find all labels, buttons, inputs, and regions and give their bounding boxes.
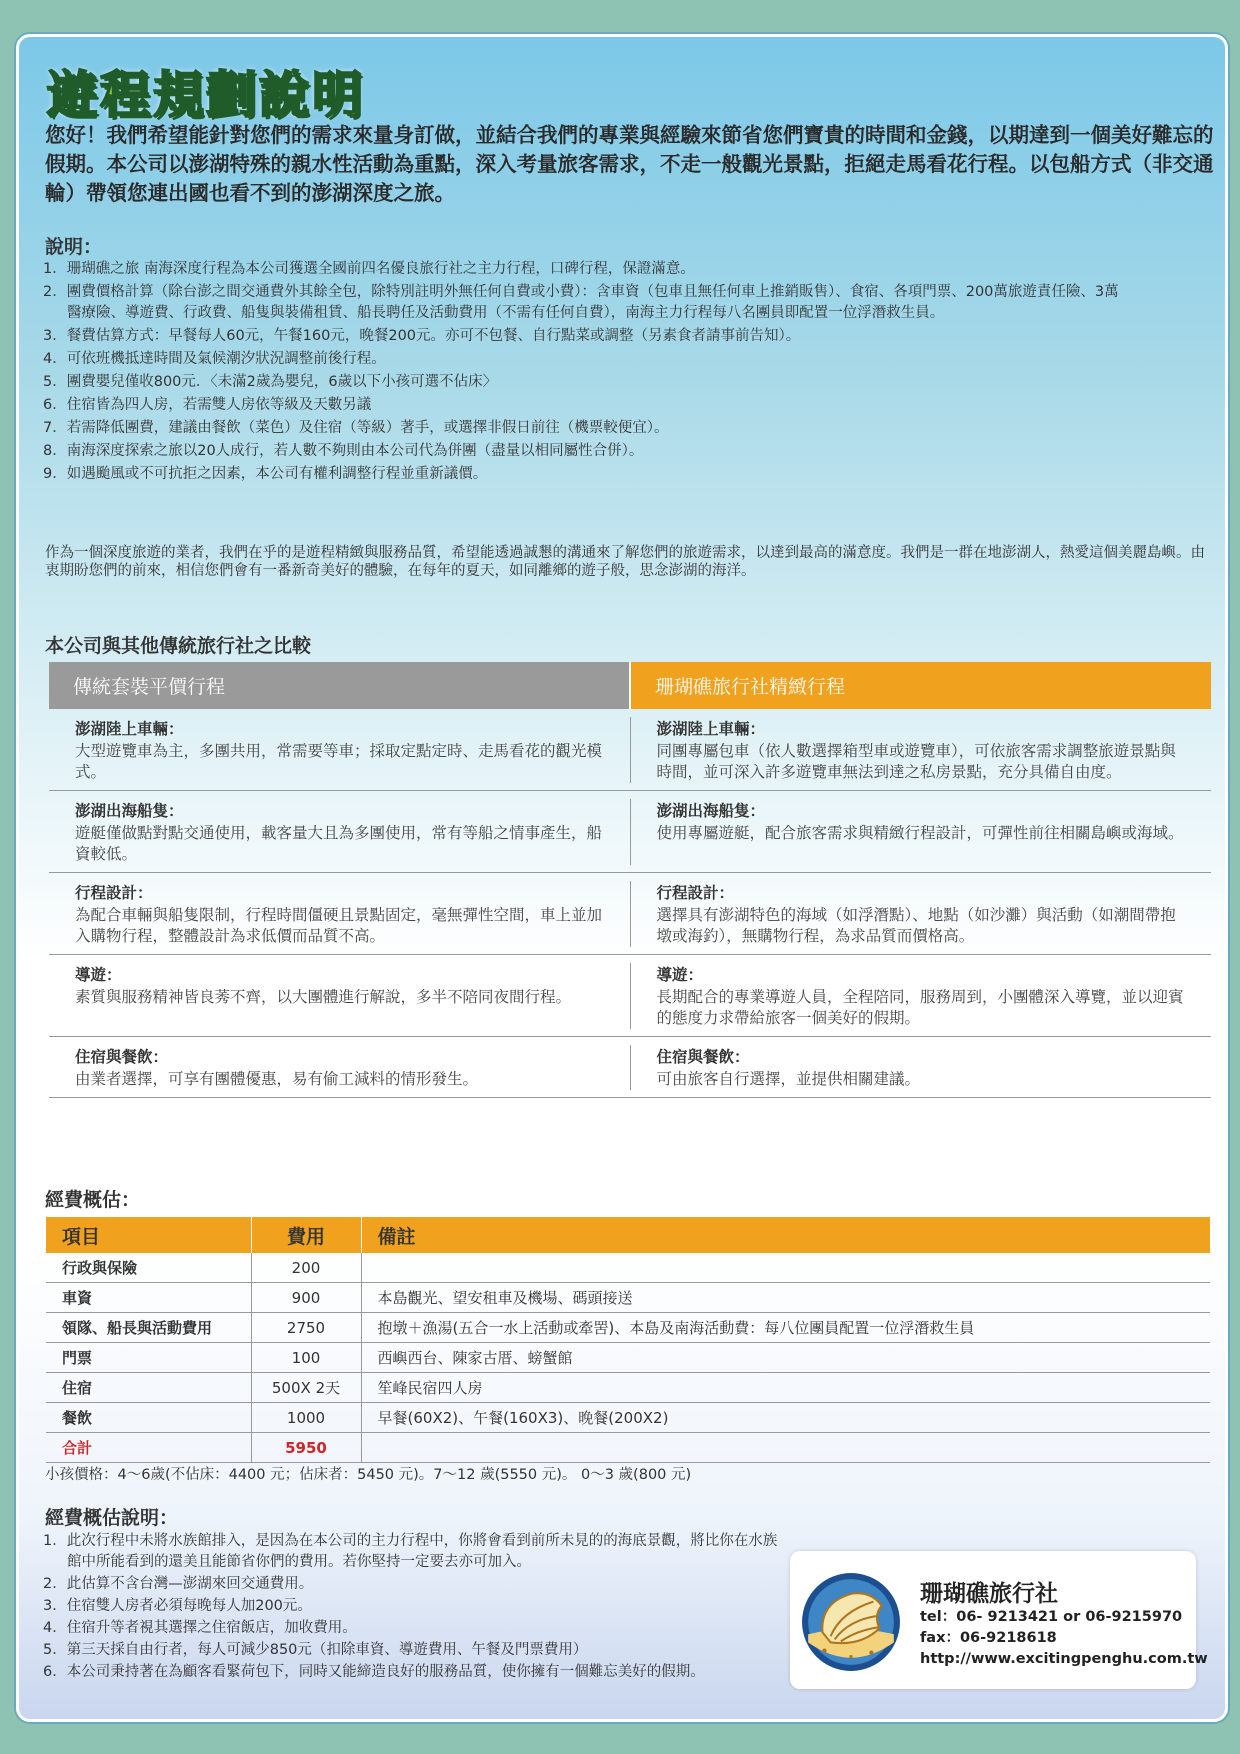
traditional-cell [49, 1045, 631, 1090]
cost-fee: 1000 [251, 1403, 361, 1433]
cell-title: 導遊： [75, 966, 122, 984]
cost-note: 笙峰民宿四人房 [361, 1373, 1210, 1403]
cost-note [361, 1253, 1210, 1283]
cost-note: 早餐(60X2)、午餐(160X3)、晚餐(200X2) [361, 1403, 1210, 1433]
list-item: 8．南海深度探索之旅以20人成行，若人數不夠則由本公司代為併團（盡量以相同屬性合併）。 [43, 443, 644, 459]
cost-fee: 500X 2天 [251, 1373, 361, 1403]
table-row [49, 873, 1211, 955]
list-item: 2．團費價格計算（除台澎之間交通費外其餘全包，除特別註明外無任何自費或小費）：含車資（包車且無任何車上推銷販售）、食宿、各項門票、200萬旅遊責任險、3萬醫療險、導遊費、行政費、船隻與裝備租賃、船長聘任及活動費用（不需有任何自費），南海主力行程每八名團員即配置一位浮潛救生員。 [43, 284, 1119, 321]
traditional-cell [49, 799, 631, 865]
cell-title: 行程設計： [75, 884, 153, 902]
cost-item: 餐飲 [46, 1403, 251, 1433]
list-item: 4．可依班機抵達時間及氣候潮汐狀況調整前後行程。 [43, 351, 386, 367]
traditional-cell [49, 881, 631, 947]
cost-item: 領隊、船長與活動費用 [46, 1313, 251, 1343]
coral-cell [631, 799, 1212, 865]
cell-text: 由業者選擇，可享有團體優惠，易有偷工減料的情形發生。 [75, 1070, 479, 1088]
list-item: 3．住宿雙人房者必須每晚每人加200元。 [43, 1598, 312, 1614]
cell-text: 素質與服務精神皆良莠不齊，以大團體進行解說，多半不陪同夜間行程。 [75, 988, 572, 1006]
company-name: 珊瑚礁旅行社 [920, 1581, 1058, 1607]
company-url[interactable]: http://www.excitingpenghu.com.tw [920, 1651, 1208, 1667]
cost-notes-list [43, 1531, 783, 1684]
table-row [49, 1037, 1211, 1098]
total-label: 合計 [46, 1433, 251, 1463]
coral-header: 珊瑚礁旅行社精緻行程 [631, 662, 1211, 709]
cell-title: 導遊： [656, 966, 704, 984]
cost-fee: 2750 [251, 1313, 361, 1343]
coral-cell [631, 717, 1212, 783]
cost-header-row [46, 1217, 1210, 1253]
table-row [49, 955, 1211, 1037]
cell-text: 大型遊覽車為主，多團共用，常需要等車；採取定點定時、走馬看花的觀光模式。 [75, 742, 603, 781]
list-item: 2．此估算不含台灣—澎湖來回交通費用。 [43, 1576, 314, 1592]
cell-text: 長期配合的專業導遊人員，全程陪同，服務周到，小團體深入導覽，並以迎賓的態度力求帶給旅客一個美好的假期。 [656, 988, 1184, 1027]
cell-title: 行程設計： [656, 884, 735, 902]
total-row [46, 1433, 1210, 1463]
traditional-cell [49, 963, 631, 1029]
cell-title: 澎湖陸上車輛： [656, 720, 766, 738]
cost-note: 本島觀光、望安租車及機場、碼頭接送 [361, 1283, 1210, 1313]
notes-heading: 說明： [45, 236, 103, 258]
seashell-logo-icon [800, 1571, 902, 1673]
comparison-table [49, 662, 1211, 1098]
list-item: 5．團費嬰兒僅收800元．〈未滿2歲為嬰兒，6歲以下小孩可選不佔床〉 [43, 374, 498, 390]
traditional-header: 傳統套裝平價行程 [49, 662, 631, 709]
cost-fee: 100 [251, 1343, 361, 1373]
cell-text: 可由旅客自行選擇，並提供相關建議。 [656, 1070, 921, 1088]
cell-title: 住宿與餐飲： [656, 1048, 750, 1066]
table-row [46, 1403, 1210, 1433]
traditional-cell [49, 717, 631, 783]
table-row [46, 1343, 1210, 1373]
cell-title: 住宿與餐飲： [75, 1048, 169, 1066]
company-contact [920, 1607, 1208, 1670]
cost-fee: 900 [251, 1283, 361, 1313]
list-item: 3．餐費估算方式：早餐每人60元，午餐160元，晚餐200元。亦可不包餐、自行點菜或調整（另素食者請事前告知）。 [43, 328, 801, 344]
column-header-note: 備註 [361, 1217, 1210, 1253]
cell-title: 澎湖出海船隻： [75, 802, 184, 820]
closing-paragraph: 作為一個深度旅遊的業者，我們在乎的是遊程精緻與服務品質，希望能透過誠懇的溝通來了解您們的旅遊需求，以達到最高的滿意度。我們是一群在地澎湖人，熱愛這個美麗島嶼。由衷期盼您們的前來，相信您們會有一番新奇美好的體驗，在每年的夏天，如同離鄉的遊子般，思念澎湖的海洋。 [45, 545, 1205, 579]
list-item: 4．住宿升等者視其選擇之住宿飯店，加收費用。 [43, 1620, 357, 1636]
table-row [46, 1313, 1210, 1343]
page-title: 遊程規劃說明 [47, 66, 365, 124]
table-row [46, 1373, 1210, 1403]
cell-text: 為配合車輛與船隻限制，行程時間僵硬且景點固定，毫無彈性空間，車上並加入購物行程，整體設計為求低價而品質不高。 [75, 906, 603, 945]
list-item: 6．住宿皆為四人房，若需雙人房依等級及天數另議 [43, 397, 372, 413]
list-item: 9．如遇颱風或不可抗拒之因素，本公司有權利調整行程並重新議價。 [43, 466, 488, 482]
company-fax: fax：06-9218618 [920, 1630, 1057, 1646]
coral-cell [631, 1045, 1212, 1090]
total-note [361, 1433, 1210, 1463]
comparison-heading: 本公司與其他傳統旅行社之比較 [45, 635, 312, 657]
table-row [49, 791, 1211, 873]
cell-text: 同團專屬包車（依人數選擇箱型車或遊覽車），可依旅客需求調整旅遊景點與時間，並可深入許多遊覽車無法到達之私房景點，充分具備自由度。 [656, 742, 1176, 781]
cost-note: 抱墩＋漁湯(五合一水上活動或牽罟)、本島及南海活動費：每八位團員配置一位浮潛救生員 [361, 1313, 1210, 1343]
list-item: 6．本公司秉持著在為顧客看緊荷包下，同時又能締造良好的服務品質，使你擁有一個難忘美好的假期。 [43, 1664, 705, 1680]
intro-paragraph: 您好！我們希望能針對您們的需求來量身訂做，並結合我們的專業與經驗來節省您們寶貴的時間和金錢，以期達到一個美好難忘的假期。本公司以澎湖特殊的親水性活動為重點，深入考量旅客需求，不走一般觀光景點，拒絕走馬看花行程。以包船方式（非交通輪）帶領您連出國也看不到的澎湖深度之旅。 [45, 123, 1214, 205]
coral-cell [631, 881, 1212, 947]
column-header-item: 項目 [46, 1217, 251, 1253]
company-tel: tel：06- 9213421 or 06-9215970 [920, 1609, 1183, 1625]
comparison-header [49, 662, 1211, 709]
cost-notes-heading: 經費概估說明： [45, 1507, 179, 1529]
cost-item: 行政與保險 [46, 1253, 251, 1283]
company-card [790, 1551, 1208, 1689]
cell-title: 澎湖出海船隻： [656, 802, 766, 820]
cost-table [46, 1217, 1210, 1463]
list-item: 5．第三天採自由行者，每人可減少850元（扣除車資、導遊費用、午餐及門票費用） [43, 1642, 588, 1658]
column-header-fee: 費用 [251, 1217, 361, 1253]
cell-text: 遊艇僅做點對點交通使用，載客量大且為多團使用，常有等船之情事產生，船資較低。 [75, 824, 603, 863]
cost-item: 車資 [46, 1283, 251, 1313]
notes-list [43, 259, 1123, 487]
table-row [46, 1283, 1210, 1313]
list-item: 1．珊瑚礁之旅 南海深度行程為本公司獲選全國前四名優良旅行社之主力行程，口碑行程，保證滿意。 [43, 261, 695, 277]
cell-text: 選擇具有澎湖特色的海域（如浮潛點）、地點（如沙灘）與活動（如潮間帶抱墩或海釣），無購物行程，為求品質而價格高。 [656, 906, 1176, 945]
cost-item: 門票 [46, 1343, 251, 1373]
cost-note: 西嶼西台、陳家古厝、螃蟹館 [361, 1343, 1210, 1373]
cell-title: 澎湖陸上車輛： [75, 720, 184, 738]
total-fee: 5950 [251, 1433, 361, 1463]
cost-heading: 經費概估： [45, 1189, 141, 1211]
list-item: 7．若需降低團費，建議由餐飲（菜色）及住宿（等級）著手，或選擇非假日前往（機票較便宜）。 [43, 420, 669, 436]
kids-price: 小孩價格：4～6歲(不佔床：4400 元；佔床者：5450 元)。7～12 歲(5550 元)。 0～3 歲(800 元) [45, 1467, 692, 1483]
page-frame [16, 34, 1228, 1722]
list-item: 1．此次行程中未將水族館排入，是因為在本公司的主力行程中，你將會看到前所未見的的海底景觀，將比你在水族館中所能看到的還美且能節省你們的費用。若你堅持一定要去亦可加入。 [43, 1533, 778, 1570]
coral-cell [631, 963, 1212, 1029]
cost-item: 住宿 [46, 1373, 251, 1403]
cost-fee: 200 [251, 1253, 361, 1283]
table-row [46, 1253, 1210, 1283]
table-row [49, 709, 1211, 791]
cell-text: 使用專屬遊艇，配合旅客需求與精緻行程設計，可彈性前往相關島嶼或海域。 [656, 824, 1184, 842]
